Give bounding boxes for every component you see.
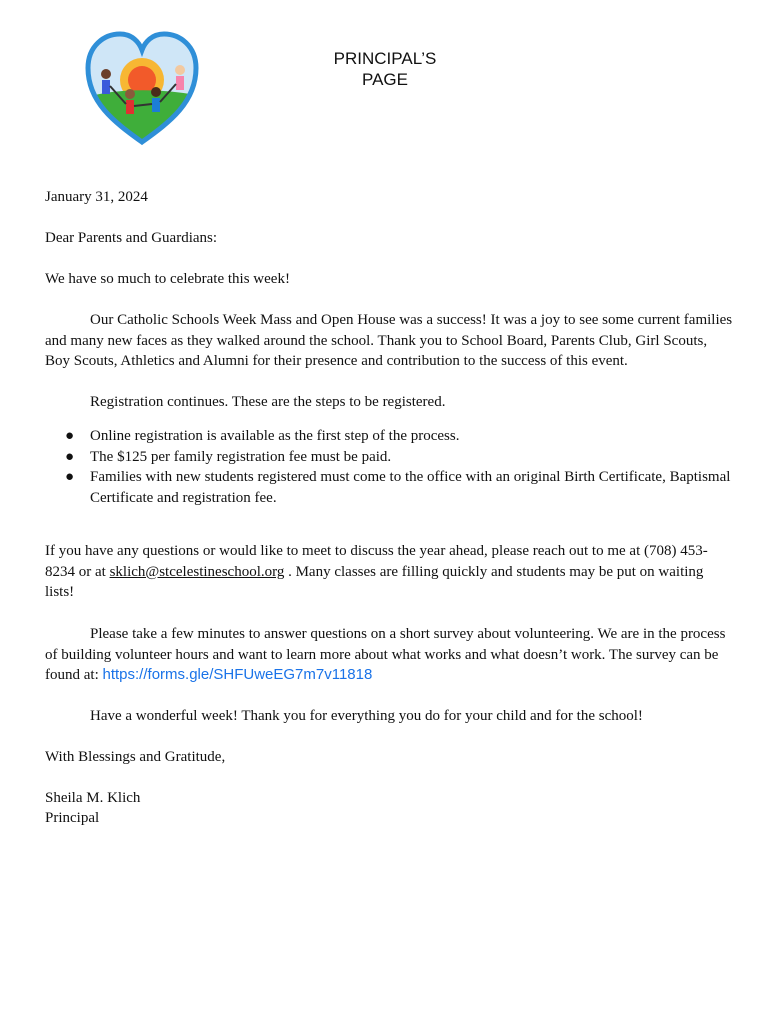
letter-closing: With Blessings and Gratitude, (45, 749, 226, 765)
registration-steps-list (45, 426, 735, 508)
contact-text-after: . Many classes are filling quickly and students may be put on waiting lists! (45, 563, 704, 600)
contact-text-before: If you have any questions or would like to meet to discuss the year ahead, please reach out to me at (708) 453-8234 or at (45, 543, 708, 580)
paragraph-wonderful: Have a wonderful week! Thank you for everything you do for your child and for the school! (90, 708, 643, 724)
step-text: The $125 per family registration fee must be paid. (90, 448, 392, 465)
survey-link[interactable]: https://forms.gle/SHFUweEG7m7v11818 (102, 666, 373, 683)
page-title (300, 48, 470, 90)
paragraph-survey (45, 624, 735, 686)
bullet-icon: ● (65, 448, 75, 465)
survey-text: Please take a few minutes to answer questions on a short survey about volunteering. We are in the process of building volunteer hours and want to learn more about what works and what doesn’t work. The survey can be found at: (45, 626, 726, 683)
list-item (45, 467, 735, 508)
signature-name: Sheila M. Klich (45, 790, 141, 806)
bullet-icon: ● (65, 428, 75, 444)
list-item (45, 447, 735, 468)
paragraph-mass: Our Catholic Schools Week Mass and Open House was a success! It was a joy to see some current families and many new faces as they walked around the school. Thank you to School Board, Parents Club, Girl Scouts, Boy Scouts, Athletics and Alumni for their presence and contribution to the success of this event. (45, 312, 733, 369)
list-item (45, 426, 735, 447)
heart-children-logo (84, 30, 200, 148)
heart-logo-icon (84, 30, 200, 148)
step-text: Families with new students registered must come to the office with an original Birth Certificate, Baptismal Certificate and registration fee. (90, 469, 731, 506)
step-text: Online registration is available as the first step of the process. (90, 428, 460, 444)
paragraph-contact (45, 541, 735, 603)
page-title-line2: PAGE (362, 70, 408, 89)
paragraph-registration: Registration continues. These are the steps to be registered. (90, 394, 446, 410)
contact-email-link[interactable]: sklich@stcelestineschool.org (109, 563, 285, 580)
signature-title: Principal (45, 810, 100, 826)
bullet-icon: ● (65, 469, 75, 485)
page-title-line1: PRINCIPAL’S (333, 49, 437, 68)
letter-salutation: Dear Parents and Guardians: (45, 230, 218, 246)
letter-intro: We have so much to celebrate this week! (45, 271, 290, 287)
letter-date: January 31, 2024 (45, 189, 148, 205)
